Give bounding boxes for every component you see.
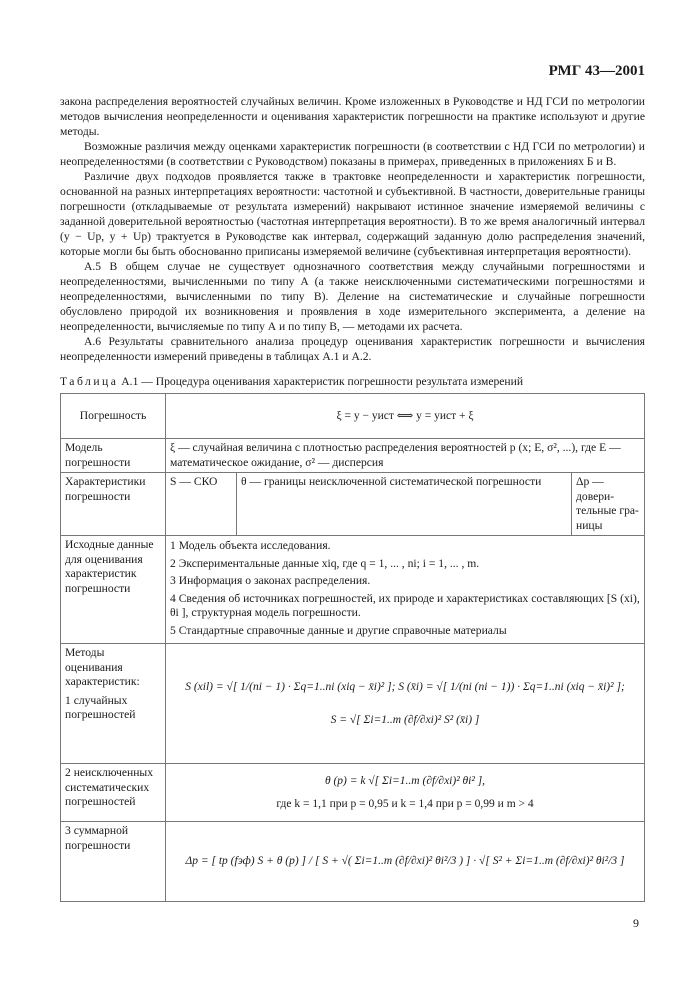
inputs-list <box>166 536 645 644</box>
cell-sko: S — СКО <box>166 473 237 536</box>
random-label: 1 случайных погрешностей <box>65 693 136 721</box>
document-code: РМГ 43—2001 <box>548 63 645 79</box>
paragraph: закона распределения вероятностей случайных величин. Кроме изложенных в Руководстве и НД ГСИ по метрологии методов вычисления неопределенности и оценивания характеристик погрешности на практике используют и другие методы. <box>60 95 645 138</box>
list-item: 2 Экспериментальные данные xiq, где q = 1, ... , ni; i = 1, ... , m. <box>170 556 480 570</box>
row-label <box>61 644 166 764</box>
row-label: 3 суммарной погрешности <box>61 822 166 902</box>
model-text: ξ — случайная величина с плотностью распределения вероятностей p (x; E, σ², ...), где E — математическое ожидание, σ² — дисперсия <box>166 439 645 473</box>
list-item: 5 Стандартные справочные данные и другие справочные материалы <box>170 623 507 637</box>
paragraph: Возможные различия между оценками характеристик погрешности (в соответствии с НД ГСИ по метрологии) и неопределенностями (в соответствии с Руководством) показаны в примерах, приведенных в приложениях Б и В. <box>60 140 645 168</box>
formula-s-total: S = √[ Σi=1..m (∂f/∂xi)² S² (x̄i) ] <box>330 713 480 726</box>
body-text <box>60 94 645 364</box>
row-label: 2 неисключенных систематических погрешностей <box>61 764 166 822</box>
systematic-formulas <box>166 764 645 822</box>
random-formulas <box>166 644 645 764</box>
list-item: 1 Модель объекта исследования. <box>170 539 331 552</box>
formula-delta: Δp = [ tp (fэф) S + θ (p) ] / [ S + √( Σi=1..m (∂f/∂xi)² θi²/3 ) ] · √[ S² + Σi=1..m (∂f/∂xi)² θi²/3 ] <box>166 822 645 902</box>
table-row <box>61 394 645 439</box>
formula-theta: θ (p) = k √[ Σi=1..m (∂f/∂xi)² θi² ], <box>324 775 486 787</box>
table-row <box>61 644 645 764</box>
formula-note: где k = 1,1 при p = 0,95 и k = 1,4 при p = 0,99 и m > 4 <box>276 797 534 810</box>
procedure-table <box>60 393 645 902</box>
caption-text: А.1 — Процедура оценивания характеристик погрешности результата измерений <box>121 375 524 388</box>
row-label: Исходные данные для оценивания характеристик погрешности <box>61 536 166 644</box>
methods-label: Методы оценивания характеристик: <box>65 646 140 688</box>
table-row <box>61 822 645 902</box>
table-caption <box>60 374 645 389</box>
cell-theta: θ — границы неисключенной систематической погрешности <box>237 473 572 536</box>
paragraph: А.5 В общем случае не существует однозначного соответствия между случайными погрешностями и неопределенностями, вычисленными по типу А (а также неисключенными систематическими погрешностями и неопределенностями, вычисленными по типу В). Деление на систематические и случайные погрешности обусловлено природой их возникновения и проявления в ходе измерительного эксперимента, а деление на неопределенности, вычисляемые по типу А и по типу В, — методами их расчета. <box>60 260 645 333</box>
list-item: 4 Сведения об источниках погрешностей, их природе и характеристиках составляющих [S (xi), θi ], структурная модель погрешности. <box>170 591 640 619</box>
paragraph: Различие двух подходов проявляется также в трактовке неопределенности и характеристик погрешности, основанной на разных интерпретациях вероятности: частотной и субъективной. В частности, доверительные границы погрешности (откладываемые от результата измерений) накрывают истинное значение измеряемой величины с заданной доверительной вероятностью (частотная интерпретация вероятности). В то же время аналогичный интервал (y − Up, y + Up) трактуется в Руководстве как интервал, содержащий заданную долю распределения значений, которые могли бы быть обоснованно приписаны измеряемой величине (субъективная интерпретация вероятности). <box>60 170 645 258</box>
table-row <box>61 439 645 473</box>
error-formula: ξ = y − yист ⟺ y = yист + ξ <box>166 394 645 439</box>
cell-delta: Δp — довери-тельные гра-ницы <box>572 473 645 536</box>
row-label: Модель погрешности <box>61 439 166 473</box>
row-label: Характеристики погрешности <box>61 473 166 536</box>
list-item: 3 Информация о законах распределения. <box>170 574 371 587</box>
paragraph: А.6 Результаты сравнительного анализа процедур оценивания характеристик погрешности и вычисления неопределенности измерений приведены в таблицах А.1 и А.2. <box>60 335 645 363</box>
table-row <box>61 473 645 536</box>
table-row <box>61 764 645 822</box>
page-number: 9 <box>633 916 639 930</box>
table-row <box>61 536 645 644</box>
row-label: Погрешность <box>61 394 166 439</box>
formula-std: S (xil) = √[ 1/(ni − 1) · Σq=1..ni (xiq − x̄i)² ]; S (x̄i) = √[ 1/(ni (ni − 1)) · Σq=1..ni (xiq − x̄i)² ]; <box>185 681 625 693</box>
caption-prefix: Таблица <box>60 375 119 388</box>
